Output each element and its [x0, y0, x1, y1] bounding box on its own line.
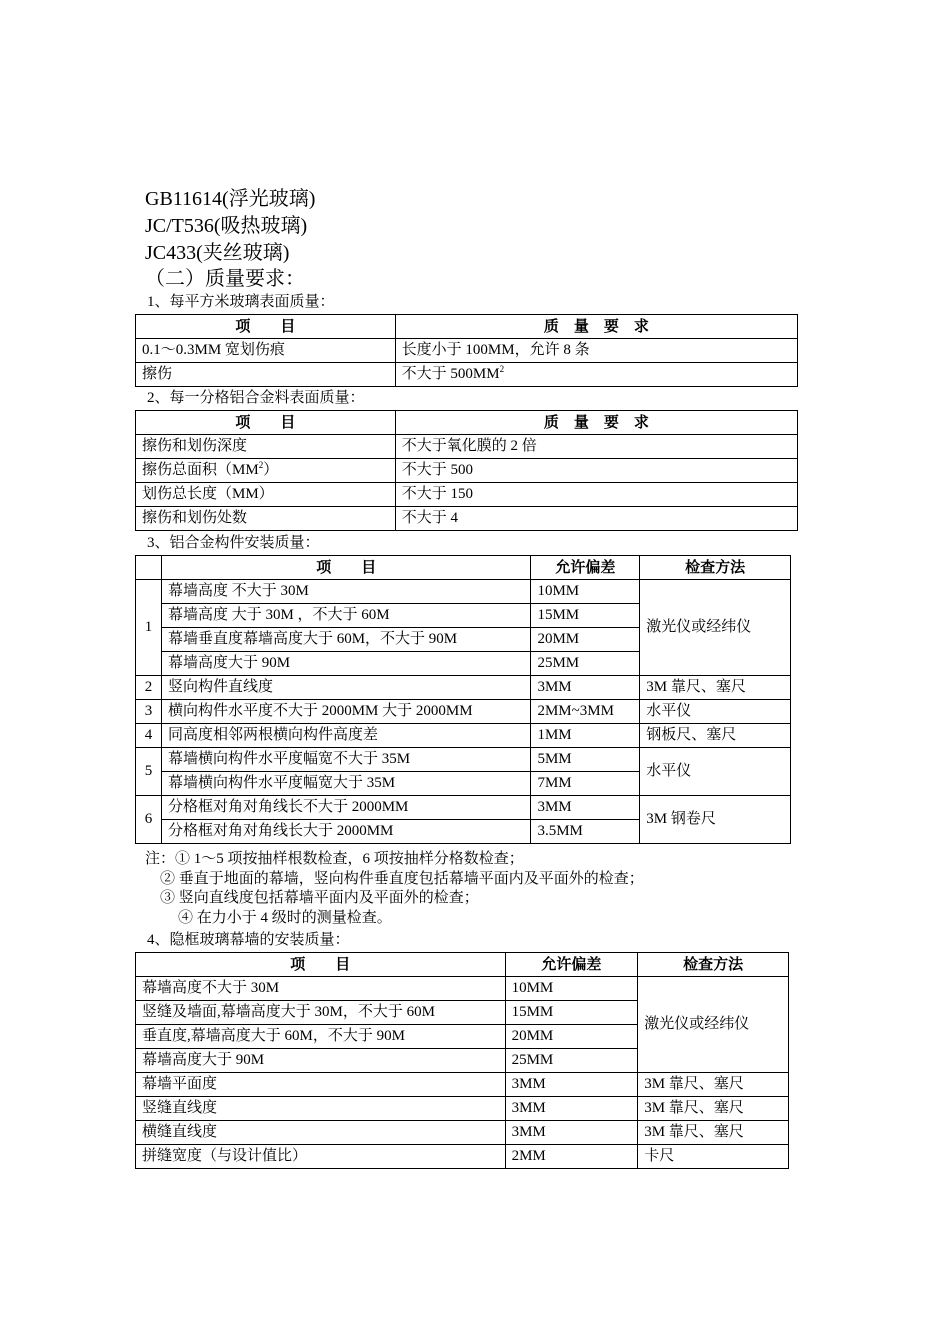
cell-item: 分格框对角对角线长不大于 2000MM [161, 796, 531, 820]
cell-item: 擦伤 [136, 363, 396, 387]
cell-requirement: 不大于 150 [395, 483, 797, 507]
cell-tolerance: 3MM [505, 1073, 638, 1097]
cell-requirement: 不大于 500 [395, 459, 797, 483]
note-line: ③ 竖向直线度包括幕墙平面内及平面外的检查； [160, 890, 479, 906]
cell-item: 幕墙高度大于 90M [136, 1049, 506, 1073]
cell-item: 竖向构件直线度 [161, 676, 531, 700]
cell-requirement: 长度小于 100MM，允许 8 条 [395, 339, 797, 363]
header-item: 项 目 [136, 315, 396, 339]
table-header-row [136, 556, 791, 580]
header-item: 项 目 [136, 953, 506, 977]
cell-no: 2 [136, 676, 162, 700]
standard-line: JC/T536(吸热玻璃) [145, 215, 308, 237]
cell-item: 竖缝及墙面,幕墙高度大于 30M，不大于 60M [136, 1001, 506, 1025]
superscript: 2 [499, 364, 505, 374]
table-row [136, 363, 798, 387]
cell-tolerance: 10MM [531, 580, 640, 604]
table-row [136, 977, 789, 1001]
cell-tolerance: 5MM [531, 748, 640, 772]
cell-no: 6 [136, 796, 162, 844]
cell-tolerance: 20MM [531, 628, 640, 652]
table-row [136, 1145, 789, 1169]
table-row [136, 1097, 789, 1121]
cell-item: 拼缝宽度（与设计值比） [136, 1145, 506, 1169]
cell-tolerance: 3MM [505, 1097, 638, 1121]
cell-no: 4 [136, 724, 162, 748]
header-item: 项 目 [136, 411, 396, 435]
table4-caption: 4、隐框玻璃幕墙的安装质量： [147, 932, 350, 948]
cell-tolerance: 10MM [505, 977, 638, 1001]
header-method: 检查方法 [640, 556, 791, 580]
cell-item: 横缝直线度 [136, 1121, 506, 1145]
header-requirement: 质 量 要 求 [395, 411, 797, 435]
cell-method: 3M 钢卷尺 [640, 796, 791, 844]
cell-item: 同高度相邻两根横向构件高度差 [161, 724, 531, 748]
glass-surface-table [135, 314, 798, 387]
cell-tolerance: 2MM [505, 1145, 638, 1169]
hidden-frame-install-table [135, 952, 789, 1169]
cell-no: 5 [136, 748, 162, 796]
cell-item: 幕墙平面度 [136, 1073, 506, 1097]
cell-requirement: 不大于 4 [395, 507, 797, 531]
cell-tolerance: 3.5MM [531, 820, 640, 844]
cell-method: 3M 靠尺、塞尺 [638, 1121, 789, 1145]
cell-tolerance: 7MM [531, 772, 640, 796]
cell-item: 幕墙垂直度幕墙高度大于 60M，不大于 90M [161, 628, 531, 652]
table-row [136, 676, 791, 700]
cell-item: 幕墙横向构件水平度幅宽大于 35M [161, 772, 531, 796]
table-row [136, 339, 798, 363]
table-row [136, 507, 798, 531]
cell-requirement: 不大于氧化膜的 2 倍 [395, 435, 797, 459]
note-line: ② 垂直于地面的幕墙，竖向构件垂直度包括幕墙平面内及平面外的检查； [160, 871, 644, 887]
cell-requirement [395, 363, 797, 387]
cell-method: 3M 靠尺、塞尺 [640, 676, 791, 700]
cell-no: 3 [136, 700, 162, 724]
table-row [136, 483, 798, 507]
cell-method: 卡尺 [638, 1145, 789, 1169]
cell-item: 划伤总长度（MM） [136, 483, 396, 507]
cell-item: 横向构件水平度不大于 2000MM 大于 2000MM [161, 700, 531, 724]
table-row [136, 1121, 789, 1145]
cell-item: 0.1～0.3MM 宽划伤痕 [136, 339, 396, 363]
cell-no: 1 [136, 580, 162, 676]
standard-line: JC433(夹丝玻璃) [145, 242, 290, 264]
cell-item [136, 459, 396, 483]
cell-item: 擦伤和划伤处数 [136, 507, 396, 531]
header-no [136, 556, 162, 580]
cell-tolerance: 3MM [531, 676, 640, 700]
cell-method: 3M 靠尺、塞尺 [638, 1097, 789, 1121]
cell-tolerance: 20MM [505, 1025, 638, 1049]
table-row [136, 724, 791, 748]
cell-method: 3M 靠尺、塞尺 [638, 1073, 789, 1097]
cell-method: 钢板尺、塞尺 [640, 724, 791, 748]
requirement-text: 不大于 500MM [401, 366, 500, 382]
cell-item: 幕墙高度大于 90M [161, 652, 531, 676]
cell-method: 水平仪 [640, 748, 791, 796]
cell-item: 分格框对角对角线长大于 2000MM [161, 820, 531, 844]
table-header-row [136, 953, 789, 977]
item-text: 擦伤总面积（MM [142, 462, 259, 478]
cell-item: 幕墙高度不大于 30M [136, 977, 506, 1001]
cell-method: 激光仪或经纬仪 [640, 580, 791, 676]
aluminium-surface-table [135, 410, 798, 531]
cell-item: 幕墙横向构件水平度幅宽不大于 35M [161, 748, 531, 772]
table-header-row [136, 315, 798, 339]
cell-tolerance: 15MM [531, 604, 640, 628]
table1-caption: 1、每平方米玻璃表面质量： [147, 294, 335, 310]
header-item: 项 目 [161, 556, 531, 580]
cell-item: 幕墙高度 不大于 30M [161, 580, 531, 604]
cell-tolerance: 3MM [505, 1121, 638, 1145]
cell-tolerance: 15MM [505, 1001, 638, 1025]
cell-tolerance: 1MM [531, 724, 640, 748]
table3-caption: 3、铝合金构件安装质量： [147, 535, 320, 551]
table-row [136, 748, 791, 772]
cell-item: 垂直度,幕墙高度大于 60M，不大于 90M [136, 1025, 506, 1049]
cell-item: 竖缝直线度 [136, 1097, 506, 1121]
header-tolerance: 允许偏差 [531, 556, 640, 580]
note-line: ④ 在力小于 4 级时的测量检查。 [178, 910, 392, 926]
table-row [136, 435, 798, 459]
cell-item: 幕墙高度 大于 30M ，不大于 60M [161, 604, 531, 628]
cell-tolerance: 2MM~3MM [531, 700, 640, 724]
table2-caption: 2、每一分格铝合金料表面质量： [147, 390, 365, 406]
item-text-end: ） [263, 462, 279, 478]
table-row [136, 459, 798, 483]
cell-tolerance: 3MM [531, 796, 640, 820]
cell-method: 激光仪或经纬仪 [638, 977, 789, 1073]
cell-tolerance: 25MM [531, 652, 640, 676]
section-title: （二）质量要求： [145, 268, 305, 290]
cell-method: 水平仪 [640, 700, 791, 724]
header-tolerance: 允许偏差 [505, 953, 638, 977]
superscript: 2 [258, 460, 264, 470]
header-method: 检查方法 [638, 953, 789, 977]
table-header-row [136, 411, 798, 435]
table-row [136, 580, 791, 604]
cell-item: 擦伤和划伤深度 [136, 435, 396, 459]
table-row [136, 1073, 789, 1097]
table-row [136, 700, 791, 724]
cell-tolerance: 25MM [505, 1049, 638, 1073]
note-line: 注：① 1～5 项按抽样根数检查，6 项按抽样分格数检查； [145, 851, 524, 867]
component-install-table [135, 555, 791, 844]
header-requirement: 质 量 要 求 [395, 315, 797, 339]
table-row [136, 796, 791, 820]
standard-line: GB11614(浮光玻璃) [145, 188, 316, 210]
